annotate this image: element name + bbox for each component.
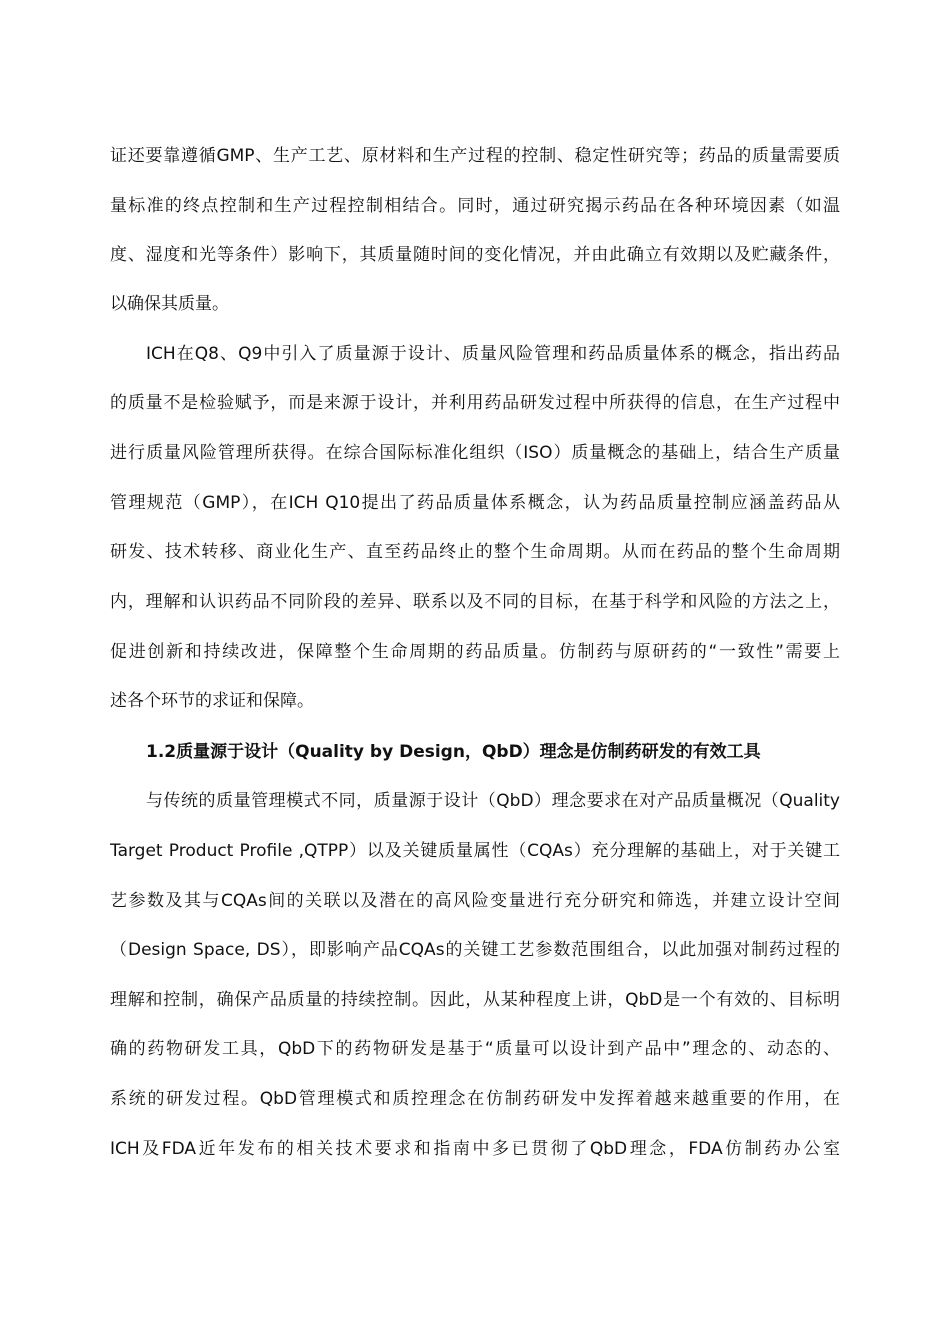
paragraph-3-line-3: 艺参数及其与CQAs间的关联以及潜在的高风险变量进行充分研究和筛选，并建立设计空间 [110, 891, 840, 911]
paragraph-2-line-7: 促进创新和持续改进，保障整个生命周期的药品质量。仿制药与原研药的“一致性”需要上 [110, 642, 840, 662]
paragraph-3-line-1: 与传统的质量管理模式不同，质量源于设计（QbD）理念要求在对产品质量概况（Quality [146, 791, 840, 811]
paragraph-3-line-8: ICH及FDA近年发布的相关技术要求和指南中多已贯彻了QbD理念，FDA仿制药办公室 [110, 1139, 840, 1159]
paragraph-2-line-8: 述各个环节的求证和保障。 [110, 691, 314, 711]
paragraph-2-line-2: 的质量不是检验赋予，而是来源于设计，并利用药品研发过程中所获得的信息，在生产过程中 [110, 393, 840, 413]
paragraph-2-line-4: 管理规范（GMP），在ICH Q10提出了药品质量体系概念，认为药品质量控制应涵盖药品从 [110, 493, 840, 513]
paragraph-1-line-4: 以确保其质量。 [110, 294, 229, 314]
paragraph-3-line-7: 系统的研发过程。QbD管理模式和质控理念在仿制药研发中发挥着越来越重要的作用，在 [110, 1089, 840, 1109]
paragraph-2-line-6: 内，理解和认识药品不同阶段的差异、联系以及不同的目标，在基于科学和风险的方法之上， [110, 592, 840, 612]
paragraph-3-line-2: Target Product Profile ,QTPP）以及关键质量属性（CQAs）充分理解的基础上，对于关键工 [110, 841, 840, 861]
paragraph-1-line-2: 量标准的终点控制和生产过程控制相结合。同时，通过研究揭示药品在各种环境因素（如温 [110, 196, 840, 216]
paragraph-1-line-3: 度、湿度和光等条件）影响下，其质量随时间的变化情况，并由此确立有效期以及贮藏条件， [110, 245, 840, 265]
paragraph-3-line-6: 确的药物研发工具，QbD下的药物研发是基于“质量可以设计到产品中”理念的、动态的、 [110, 1039, 840, 1059]
section-heading: 1.2质量源于设计（Quality by Design，QbD）理念是仿制药研发的有效工具 [146, 742, 761, 762]
paragraph-3-line-5: 理解和控制，确保产品质量的持续控制。因此，从某种程度上讲，QbD是一个有效的、目标明 [110, 990, 840, 1010]
paragraph-2-line-3: 进行质量风险管理所获得。在综合国际标准化组织（ISO）质量概念的基础上，结合生产质量 [110, 443, 840, 463]
paragraph-2-line-1: ICH在Q8、Q9中引入了质量源于设计、质量风险管理和药品质量体系的概念，指出药品 [146, 344, 840, 364]
paragraph-2-line-5: 研发、技术转移、商业化生产、直至药品终止的整个生命周期。从而在药品的整个生命周期 [110, 542, 840, 562]
paragraph-1-line-1: 证还要靠遵循GMP、生产工艺、原材料和生产过程的控制、稳定性研究等；药品的质量需要质 [110, 146, 840, 166]
paragraph-3-line-4: （Design Space, DS），即影响产品CQAs的关键工艺参数范围组合，以此加强对制药过程的 [110, 940, 840, 960]
